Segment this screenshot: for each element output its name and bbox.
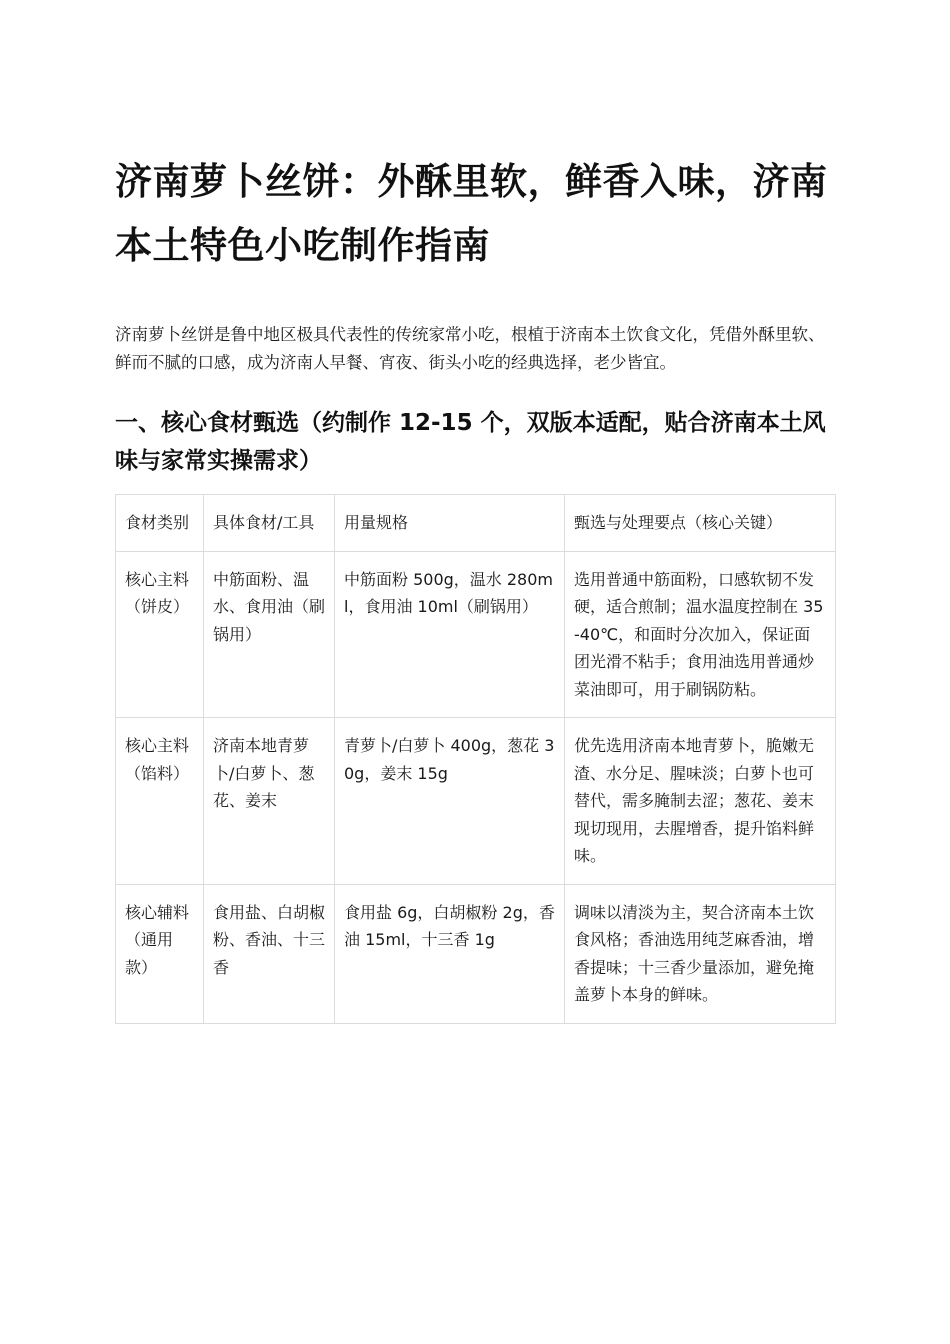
- table-cell-notes: 调味以清淡为主，契合济南本土饮食风格；香油选用纯芝麻香油，增香提味；十三香少量添加，避免掩盖萝卜本身的鲜味。: [565, 884, 836, 1023]
- table-cell-notes: 优先选用济南本地青萝卜，脆嫩无渣、水分足、腥味淡；白萝卜也可替代，需多腌制去涩；葱花、姜末现切现用，去腥增香，提升馅料鲜味。: [565, 718, 836, 885]
- table-row: [116, 551, 836, 718]
- table-header-cell: 食材类别: [116, 495, 204, 552]
- table-cell-items: 济南本地青萝卜/白萝卜、葱花、姜末: [204, 718, 335, 885]
- table-header-row: [116, 495, 836, 552]
- table-cell-notes: 选用普通中筋面粉，口感软韧不发硬，适合煎制；温水温度控制在 35-40℃，和面时分次加入，保证面团光滑不粘手；食用油选用普通炒菜油即可，用于刷锅防粘。: [565, 551, 836, 718]
- intro-paragraph: 济南萝卜丝饼是鲁中地区极具代表性的传统家常小吃，根植于济南本土饮食文化，凭借外酥里软、鲜而不腻的口感，成为济南人早餐、宵夜、街头小吃的经典选择，老少皆宜。: [115, 325, 825, 372]
- table-header-cell: 具体食材/工具: [204, 495, 335, 552]
- table-cell-amount: 青萝卜/白萝卜 400g，葱花 30g，姜末 15g: [335, 718, 565, 885]
- table-row: [116, 884, 836, 1023]
- table-cell-category: 核心主料（馅料）: [116, 718, 204, 885]
- table-row: [116, 718, 836, 885]
- table-cell-category: 核心辅料（通用款）: [116, 884, 204, 1023]
- table-cell-items: 中筋面粉、温水、食用油（刷锅用）: [204, 551, 335, 718]
- table-cell-category: 核心主料（饼皮）: [116, 551, 204, 718]
- table-header-cell: 用量规格: [335, 495, 565, 552]
- table-cell-items: 食用盐、白胡椒粉、香油、十三香: [204, 884, 335, 1023]
- section-heading-ingredients: 一、核心食材甄选（约制作 12-15 个，双版本适配，贴合济南本土风味与家常实操需求）: [115, 410, 826, 474]
- page-title: 济南萝卜丝饼：外酥里软，鲜香入味，济南本土特色小吃制作指南: [115, 160, 828, 267]
- table-cell-amount: 食用盐 6g，白胡椒粉 2g，香油 15ml，十三香 1g: [335, 884, 565, 1023]
- table-header-cell: 甄选与处理要点（核心关键）: [565, 495, 836, 552]
- table-cell-amount: 中筋面粉 500g，温水 280ml，食用油 10ml（刷锅用）: [335, 551, 565, 718]
- ingredients-table: [115, 494, 836, 1024]
